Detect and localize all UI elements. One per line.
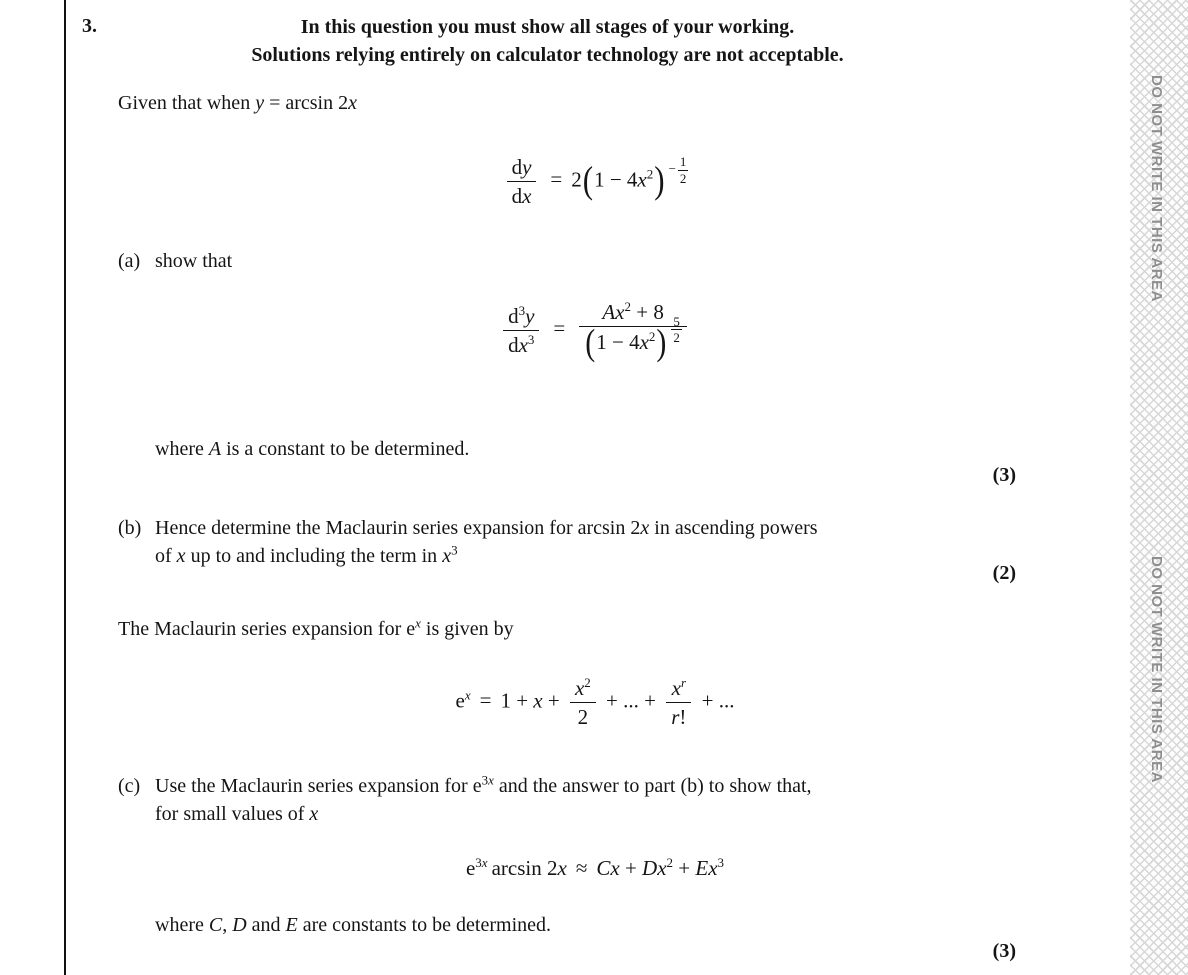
part-c [118,772,812,828]
exponent: 3 [518,302,526,318]
math-token: + 8 [630,300,664,324]
ellipsis: + ... + [600,688,662,713]
numerator: 1 [679,154,687,170]
exponent-fraction [671,315,682,345]
part-c-line-1 [155,772,812,800]
var-x: x [640,517,650,539]
var-x: x [309,803,319,825]
math-token: 3 [481,772,489,788]
plus-sign: + [673,856,696,880]
text: The Maclaurin series expansion for [118,618,407,640]
exponent-fraction [678,155,689,185]
var-x: x [464,687,471,703]
left-paren: ( [582,158,594,201]
exponent: 3 [451,542,458,558]
part-c-conclusion [155,914,551,937]
part-c-text [155,772,812,828]
text: , [222,914,233,936]
equation-third-derivative [160,299,1030,364]
var-E: E [285,914,298,936]
exponent: 2 [584,675,591,690]
left-paren: ( [585,321,596,364]
text: where [155,438,209,460]
part-b-label: (b) [118,517,142,539]
part-a-text: show that [155,250,233,272]
text: is a constant to be determined. [221,438,470,460]
var-x: x [442,545,452,567]
part-c-label: (c) [118,775,141,797]
text: is given by [420,618,514,640]
var-x: x [657,856,667,880]
exponent [475,855,487,870]
text: for small values of [155,803,310,825]
text: of [155,545,177,567]
math-token: e [465,856,476,880]
exponent [482,772,494,787]
math-token: d [511,155,523,179]
math-token: 1 − 4 [594,167,638,192]
fraction-rhs [579,299,687,364]
exponent: 3 [527,332,535,348]
fraction-x2-over-2 [570,676,596,729]
outer-exponent [669,155,689,185]
plus-sign: + [619,856,643,880]
math-token: = arcsin 2 [264,92,349,114]
numerator [570,676,596,703]
numerator [666,676,691,703]
var-r: r [671,705,680,730]
instruction-line-2: Solutions relying entirely on calculator technology are not acceptable. [251,44,844,66]
var-y: y [255,92,265,114]
var-A: A [602,300,616,324]
exponent: 2 [666,855,674,870]
var-r: r [680,675,686,690]
part-a-label: (a) [118,250,141,272]
text: Use the Maclaurin series expansion for [155,775,473,797]
text: are constants to be determined. [297,914,552,936]
part-b-line-1 [155,514,818,542]
marks-part-b: (2) [992,562,1016,584]
marks-part-c: (3) [992,940,1016,962]
fraction-d3y-dx3 [503,304,539,357]
text: in ascending powers [649,517,818,539]
var-x: x [488,772,494,788]
math-token: d [508,303,519,328]
ellipsis: + ... [696,688,735,713]
text: Hence determine the Maclaurin series expansion for arcsin 2 [155,517,641,539]
equation-first-derivative [160,155,1030,208]
numerator: 5 [673,313,680,329]
var-x: x [176,545,186,567]
math-token: 3 [475,855,482,870]
do-not-write-margin-strip [1130,0,1188,975]
exponent: 2 [648,328,656,344]
fraction-dy-dx [507,155,537,208]
var-x: x [415,615,421,631]
var-x: x [533,688,543,713]
var-x: x [574,676,585,700]
denominator [503,331,539,357]
math-token: e [472,775,482,797]
denominator: 2 [679,170,687,186]
text: where [155,914,209,936]
var-E: E [695,856,709,880]
factorial-sign: ! [679,705,687,730]
do-not-write-text-top: DO NOT WRITE IN THIS AREA [1148,75,1165,302]
var-x: x [708,856,718,880]
instruction-line-1: In this question you must show all stages of your working. [300,16,795,38]
math-token: 1 − 4 [596,329,640,354]
minus-sign: − [668,161,676,177]
var-y: y [522,155,532,179]
equals-sign: = [479,688,492,713]
numerator [507,155,537,182]
function-name: arcsin 2 [491,856,558,880]
var-C: C [596,856,611,880]
approx-sign: ≈ [575,856,588,880]
denominator: 2 [577,705,589,730]
denominator [507,182,537,208]
exponent: 2 [624,299,631,314]
marks-part-a: (3) [992,464,1016,486]
math-token: e [455,688,465,713]
math-token: d [508,333,519,358]
var-x: x [557,856,567,880]
equals-sign: = [553,316,566,341]
var-x: x [615,300,625,324]
var-C: C [208,914,223,936]
var-x: x [481,855,488,870]
var-x: x [639,329,649,354]
part-a [118,250,232,273]
text: up to and including the term in [185,545,443,567]
part-c-line-2 [155,800,812,828]
math-token: d [511,184,523,209]
coefficient: 2 [571,167,582,192]
fraction-xr-over-rfact [666,676,691,729]
outer-exponent [669,315,682,345]
equals-sign: = [550,167,563,192]
math-token: Given that when [118,92,256,114]
text: and the answer to part (b) to show that, [493,775,812,797]
numerator [503,304,539,331]
given-statement [118,92,357,115]
equation-maclaurin-ex [160,676,1030,729]
var-x: x [610,856,620,880]
exponent: 3 [717,855,725,870]
exponent [465,687,471,702]
maclaurin-intro [118,615,514,641]
denominator [579,313,687,364]
part-a-conclusion [155,438,469,461]
var-x: x [522,184,532,209]
question-number: 3. [82,15,97,37]
right-paren: ) [654,158,665,201]
var-A: A [208,438,222,460]
right-paren: ) [656,321,667,364]
do-not-write-text-bottom: DO NOT WRITE IN THIS AREA [1148,556,1165,783]
var-x: x [518,333,528,358]
var-D: D [232,914,247,936]
math-token: 1 + [500,688,534,713]
var-x: x [348,92,358,114]
plus-sign: + [542,688,565,713]
denominator [666,703,691,729]
left-margin-rule [64,0,66,975]
var-y: y [525,303,535,328]
exponent [681,675,686,690]
var-D: D [642,856,658,880]
text: and [246,914,286,936]
exponent: 2 [646,166,654,182]
var-x: x [637,167,647,192]
denominator: 2 [673,330,680,346]
math-token: e [406,618,416,640]
equation-approximation [160,856,1030,881]
var-x: x [671,676,681,700]
